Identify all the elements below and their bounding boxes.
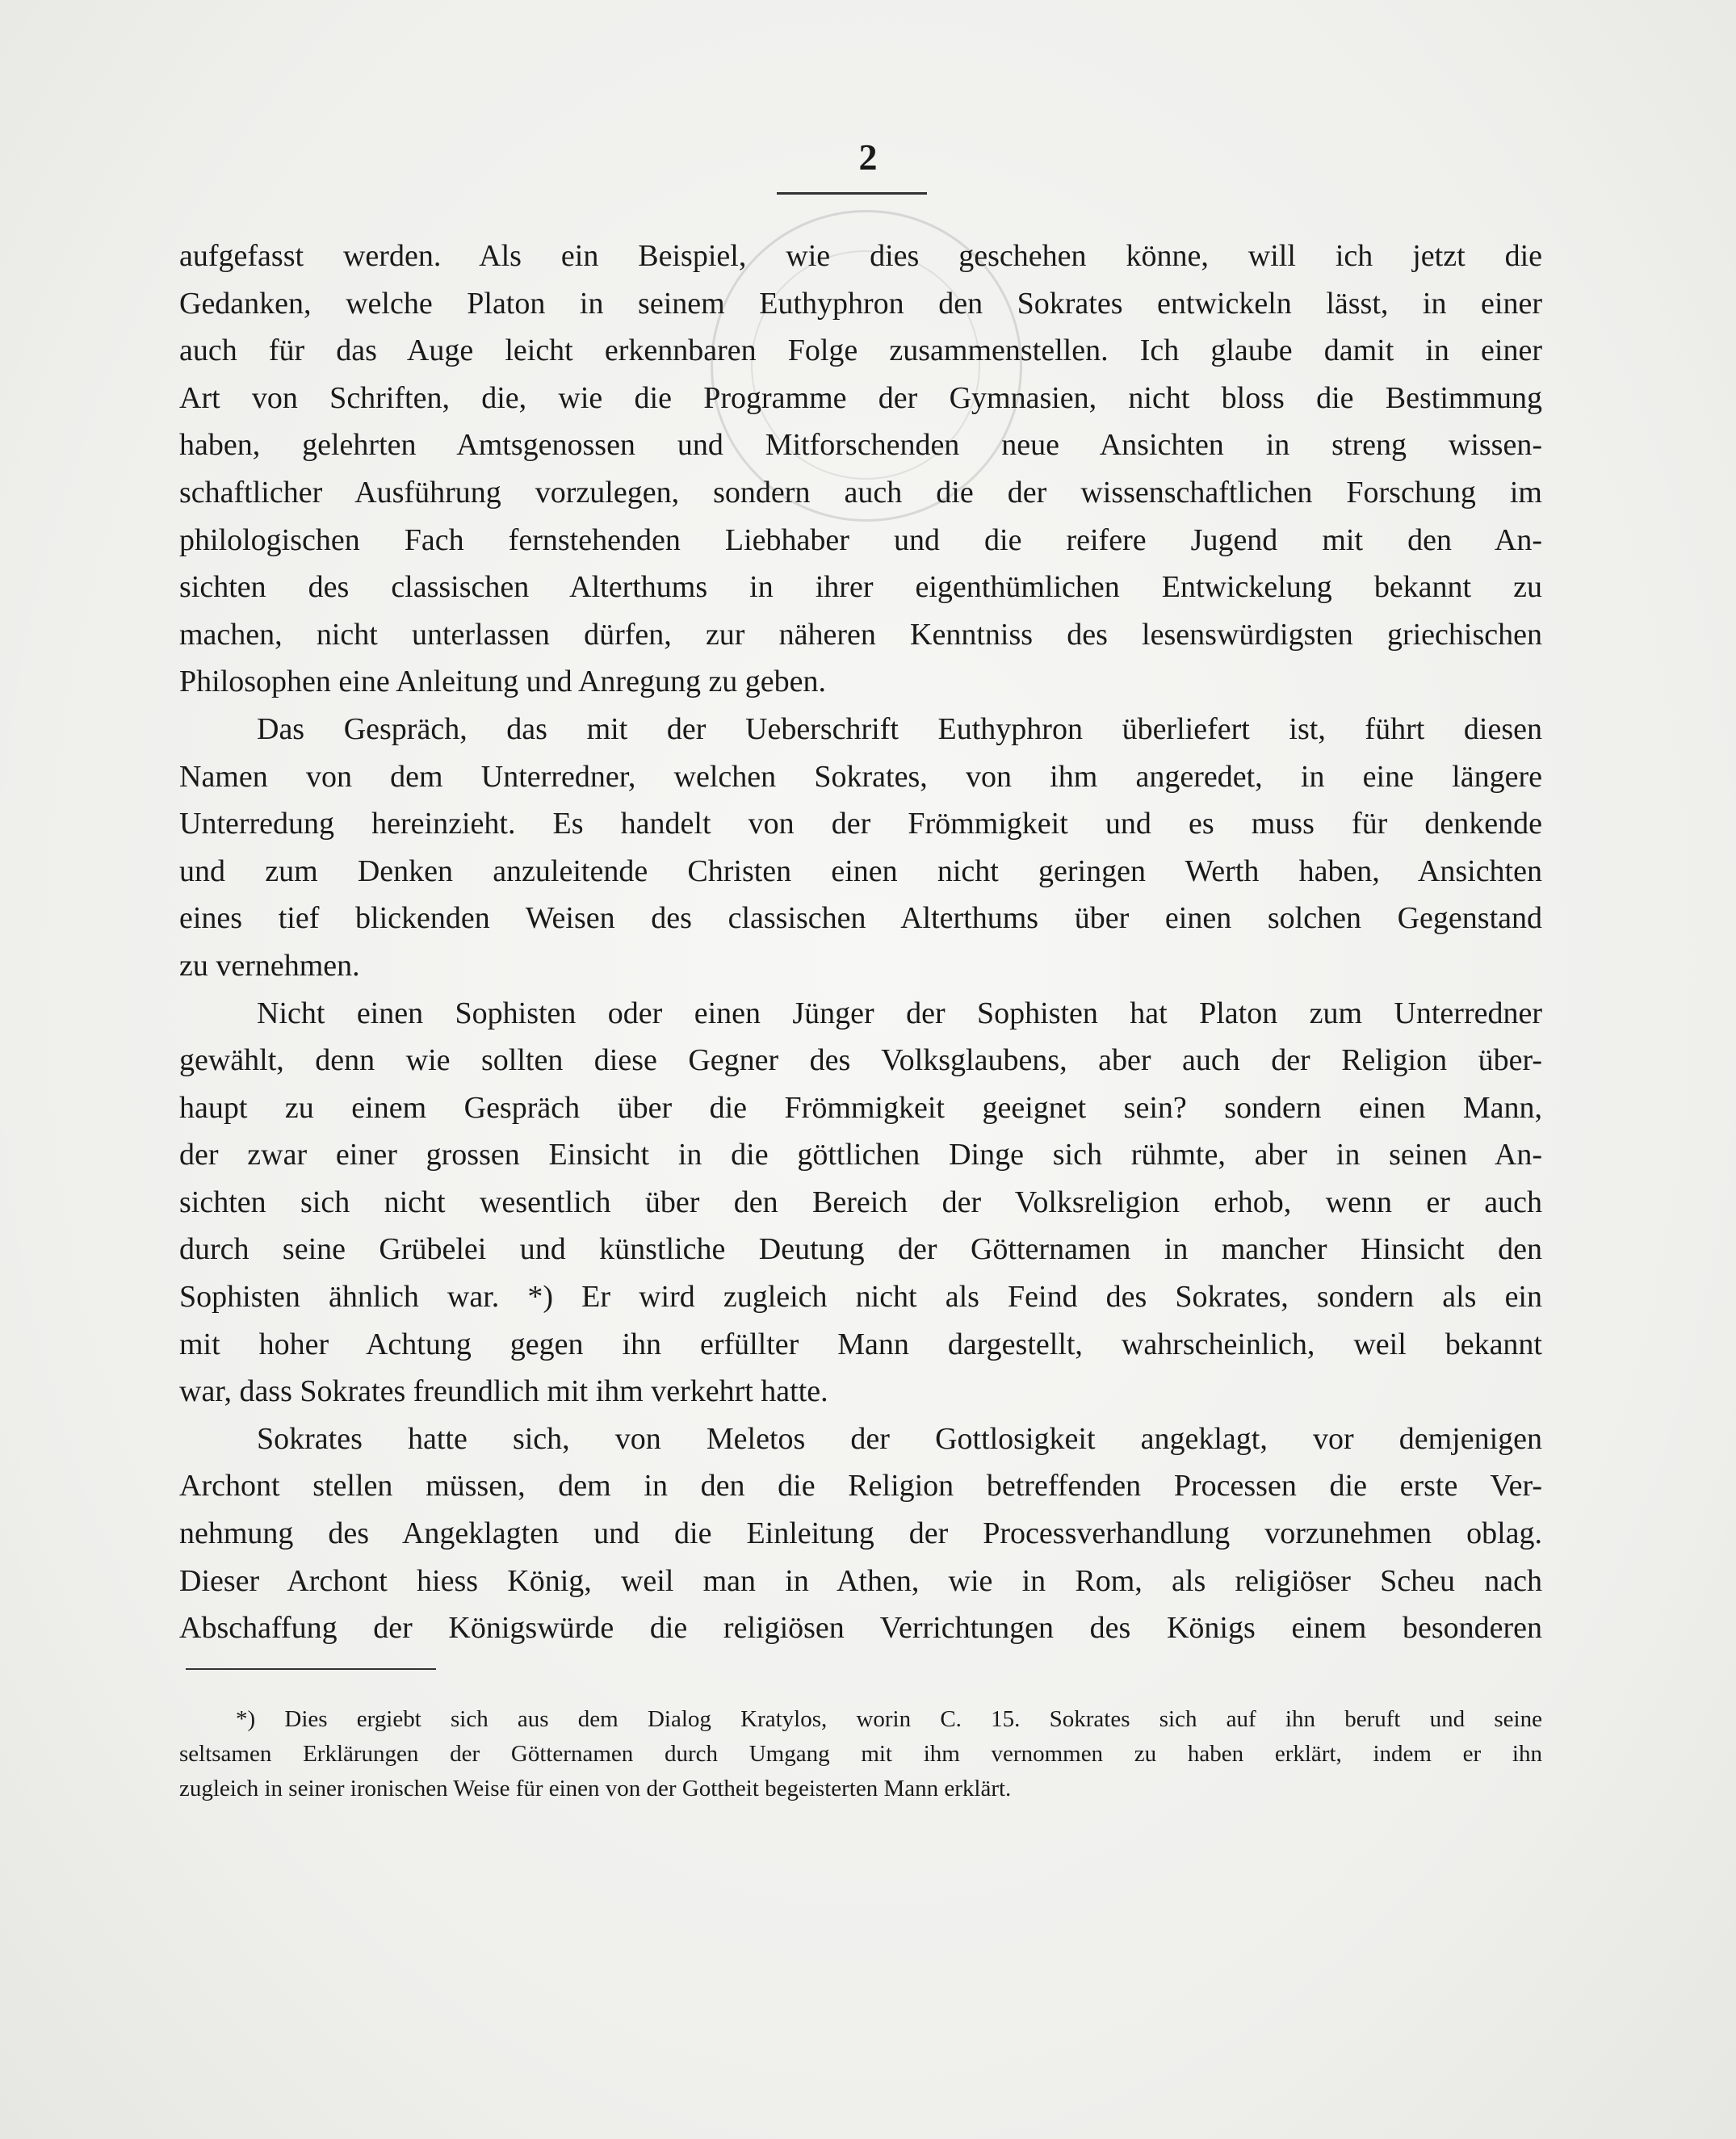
text-line: nehmung des Angeklagten und die Einleitung der Processverhandlung vorzunehmen oblag. bbox=[179, 1516, 1542, 1551]
text-line: philologischen Fach fernstehenden Liebhaber und die reifere Jugend mit den An- bbox=[179, 522, 1542, 557]
text-line: Dieser Archont hiess König, weil man in Athen, wie in Rom, als religiöser Scheu nach bbox=[179, 1563, 1542, 1598]
text-line: schaftlicher Ausführung vorzulegen, sondern auch die der wissenschaftlichen Forschung im bbox=[179, 475, 1542, 510]
text-line: auch für das Auge leicht erkennbaren Folge zusammenstellen. Ich glaube damit in einer bbox=[179, 333, 1542, 368]
footnote-line: *) Dies ergiebt sich aus dem Dialog Kratylos, worin C. 15. Sokrates sich auf ihn beruft und seine bbox=[236, 1706, 1542, 1732]
text-line: Unterredung hereinzieht. Es handelt von der Frömmigkeit und es muss für denkende bbox=[179, 807, 1542, 841]
text-line: Art von Schriften, die, wie die Programme der Gymnasien, nicht bloss die Bestimmung bbox=[179, 380, 1542, 415]
text-line: Nicht einen Sophisten oder einen Jünger der Sophisten hat Platon zum Unterredner bbox=[257, 996, 1542, 1030]
footnote-line: zugleich in seiner ironischen Weise für einen von der Gottheit begeisterten Mann erklärt. bbox=[179, 1776, 1012, 1801]
paragraph bbox=[179, 706, 1542, 990]
text-line: Das Gespräch, das mit der Ueberschrift Euthyphron überliefert ist, führt diesen bbox=[257, 711, 1542, 746]
text-line: war, dass Sokrates freundlich mit ihm verkehrt hatte. bbox=[179, 1374, 828, 1409]
text-line: machen, nicht unterlassen dürfen, zur näheren Kenntniss des lesenswürdigsten griechischen bbox=[179, 617, 1542, 652]
text-line: haupt zu einem Gespräch über die Frömmigkeit geeignet sein? sondern einen Mann, bbox=[179, 1090, 1542, 1125]
text-line: Gedanken, welche Platon in seinem Euthyphron den Sokrates entwickeln lässt, in einer bbox=[179, 286, 1542, 321]
body-text bbox=[179, 233, 1542, 1652]
text-line: Philosophen eine Anleitung und Anregung zu geben. bbox=[179, 665, 827, 699]
text-line: mit hoher Achtung gegen ihn erfüllter Mann dargestellt, wahrscheinlich, weil bekannt bbox=[179, 1327, 1542, 1361]
footnote-line: seltsamen Erklärungen der Götternamen durch Umgang mit ihm vernommen zu haben erklärt, indem er ihn bbox=[179, 1741, 1542, 1767]
paragraph bbox=[179, 990, 1542, 1416]
text-line: durch seine Grübelei und künstliche Deutung der Götternamen in mancher Hinsicht den bbox=[179, 1232, 1542, 1267]
text-line: und zum Denken anzuleitende Christen einen nicht geringen Werth haben, Ansichten bbox=[179, 854, 1542, 888]
header-rule bbox=[777, 192, 927, 195]
page-number: 2 bbox=[858, 136, 878, 178]
text-line: sichten des classischen Alterthums in ihrer eigenthümlichen Entwickelung bekannt zu bbox=[179, 570, 1542, 605]
text-line: zu vernehmen. bbox=[179, 948, 360, 983]
text-line: Sokrates hatte sich, von Meletos der Gottlosigkeit angeklagt, vor demjenigen bbox=[257, 1421, 1542, 1456]
text-line: aufgefasst werden. Als ein Beispiel, wie dies geschehen könne, will ich jetzt die bbox=[179, 239, 1542, 273]
text-line: haben, gelehrten Amtsgenossen und Mitforschenden neue Ansichten in streng wissen- bbox=[179, 428, 1542, 463]
paragraph bbox=[179, 233, 1542, 706]
text-line: sichten sich nicht wesentlich über den Bereich der Volksreligion erhob, wenn er auch bbox=[179, 1185, 1542, 1219]
text-line: Namen von dem Unterredner, welchen Sokrates, von ihm angeredet, in eine längere bbox=[179, 759, 1542, 794]
text-line: Sophisten ähnlich war. *) Er wird zugleich nicht als Feind des Sokrates, sondern als ein bbox=[179, 1280, 1542, 1315]
text-line: gewählt, denn wie sollten diese Gegner des Volksglaubens, aber auch der Religion über- bbox=[179, 1043, 1542, 1078]
text-line: eines tief blickenden Weisen des classischen Alterthums über einen solchen Gegenstand bbox=[179, 901, 1542, 936]
text-line: der zwar einer grossen Einsicht in die göttlichen Dinge sich rühmte, aber in seinen An- bbox=[179, 1138, 1542, 1172]
text-line: Abschaffung der Königswürde die religiösen Verrichtungen des Königs einem besonderen bbox=[179, 1611, 1542, 1646]
footnote bbox=[179, 1702, 1542, 1806]
text-line: Archont stellen müssen, dem in den die Religion betreffenden Processen die erste Ver- bbox=[179, 1469, 1542, 1504]
paragraph bbox=[179, 1416, 1542, 1652]
footnote-rule bbox=[186, 1668, 436, 1670]
